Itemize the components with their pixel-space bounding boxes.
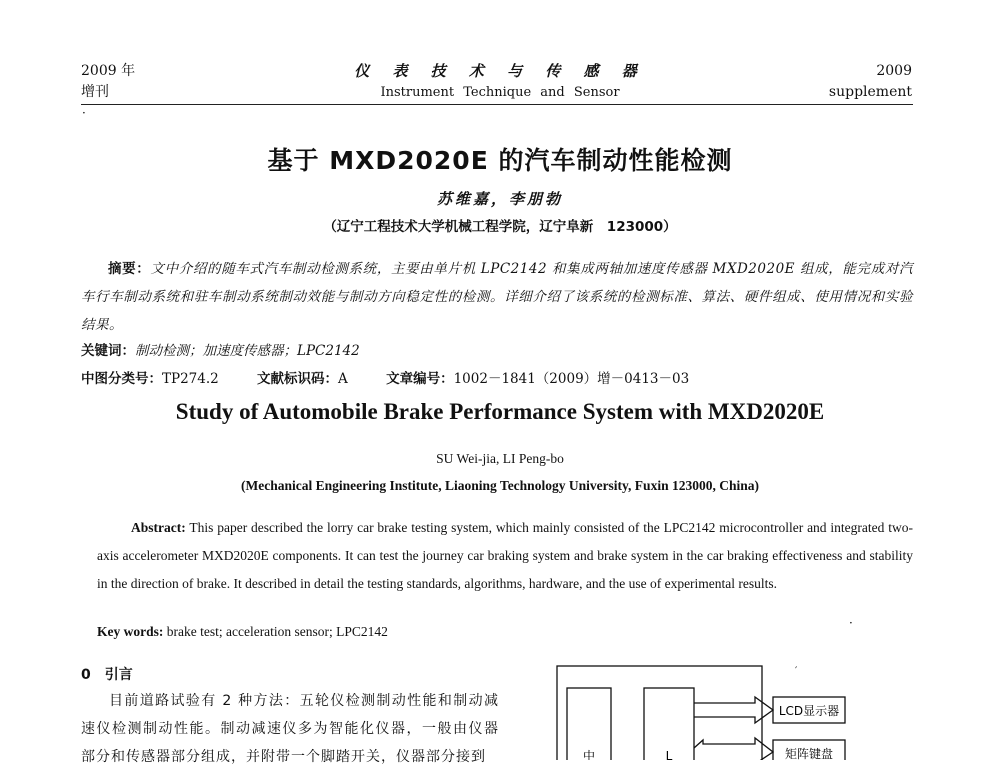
journal-name-cn: 仪 表 技 术 与 传 感 器 (354, 62, 646, 80)
speck-mark: · (82, 106, 86, 120)
header-rule (81, 104, 913, 105)
speck-mark: · (849, 616, 853, 630)
abstract-en (97, 514, 913, 598)
arrow-to-lcd (694, 697, 773, 723)
block-diagram (545, 660, 925, 760)
header-year-left: 2009 年 (81, 63, 136, 79)
paper-title-cn: 基于 MXD2020E 的汽车制动性能检测 (267, 146, 733, 175)
keyboard-label: 矩阵键盘 (784, 747, 834, 760)
doc-code-value: A (338, 371, 348, 387)
clc-value: TP274.2 (162, 371, 219, 387)
keywords-en (97, 624, 388, 640)
abstract-cn-label: 摘要： (108, 261, 151, 277)
keywords-cn (81, 339, 360, 359)
abstract-cn-text: 文中介绍的随车式汽车制动检测系统，主要由单片机 LPC2142 和集成两轴加速度传感器 MXD2020E 组成，能完成对汽车行车制动系统和驻车制动系统制动效能与制动方向稳定性的检测。详细介绍了该系统的检测标准、算法、硬件组成、使用情况和实验结果。 (81, 261, 913, 333)
article-no-value: 1002－1841（2009）增－0413－03 (453, 371, 690, 387)
affiliation-cn: （辽宁工程技术大学机械工程学院，辽宁阜新 123000） (323, 219, 677, 235)
lcd-label: LCD显示器 (778, 704, 840, 718)
article-no-label: 文章编号： (386, 371, 454, 387)
authors-en: SU Wei-jia, LI Peng-bo (436, 451, 564, 466)
header-issue-left: 增刊 (81, 84, 109, 100)
section-paragraph: 目前道路试验有 2 种方法：五轮仪检测制动性能和制动减速仪检测制动性能。制动减速仪多为智能化仪器，一般由仪器部分和传感器部分组成，并附带一个脚踏开关，仪器部分接到 (81, 693, 499, 765)
classification-row (81, 367, 723, 387)
journal-name-en: Instrument Technique and Sensor (380, 85, 620, 100)
controller-frame (557, 666, 762, 760)
authors-cn: 苏维嘉，李朋勃 (436, 190, 563, 208)
header-year-right: 2009 (876, 63, 912, 79)
abstract-en-text: This paper described the lorry car brake testing system, which mainly consisted of the LPC2142 microcontroller and integrated two-axis accelerometer MXD2020E components. It can test the journey car braking system and brake system in the car braking effectiveness and stability in the direction of brake. It described in detail the testing standards, algorithms, hardware, and the use of experimental results. (97, 520, 913, 591)
abstract-cn (81, 255, 913, 339)
affiliation-en: (Mechanical Engineering Institute, Liaoning Technology University, Fuxin 123000, China) (241, 478, 759, 493)
header-issue-right: supplement (828, 84, 912, 100)
keywords-en-label: Key words: (97, 624, 164, 639)
section-heading (81, 664, 133, 684)
section-title: 引言 (104, 667, 133, 683)
section-number: 0 (81, 667, 91, 683)
paper-title-en: Study of Automobile Brake Performance System with MXD2020E (175, 399, 825, 424)
section-body (81, 687, 499, 771)
speck-mark: ′ (795, 666, 798, 677)
header-right (829, 61, 912, 103)
clc-label: 中图分类号： (81, 371, 162, 387)
keywords-cn-text: 制动检测；加速度传感器；LPC2142 (135, 343, 360, 359)
partial-label-left: 中 (582, 749, 596, 760)
partial-label-right: L (665, 749, 673, 760)
keywords-cn-label: 关键词： (81, 343, 135, 359)
keywords-en-text: brake test; acceleration sensor; LPC2142 (163, 624, 388, 639)
doc-code-label: 文献标识码： (257, 371, 339, 387)
arrow-to-keyboard (694, 738, 773, 760)
abstract-en-label: Abstract: (131, 520, 186, 535)
